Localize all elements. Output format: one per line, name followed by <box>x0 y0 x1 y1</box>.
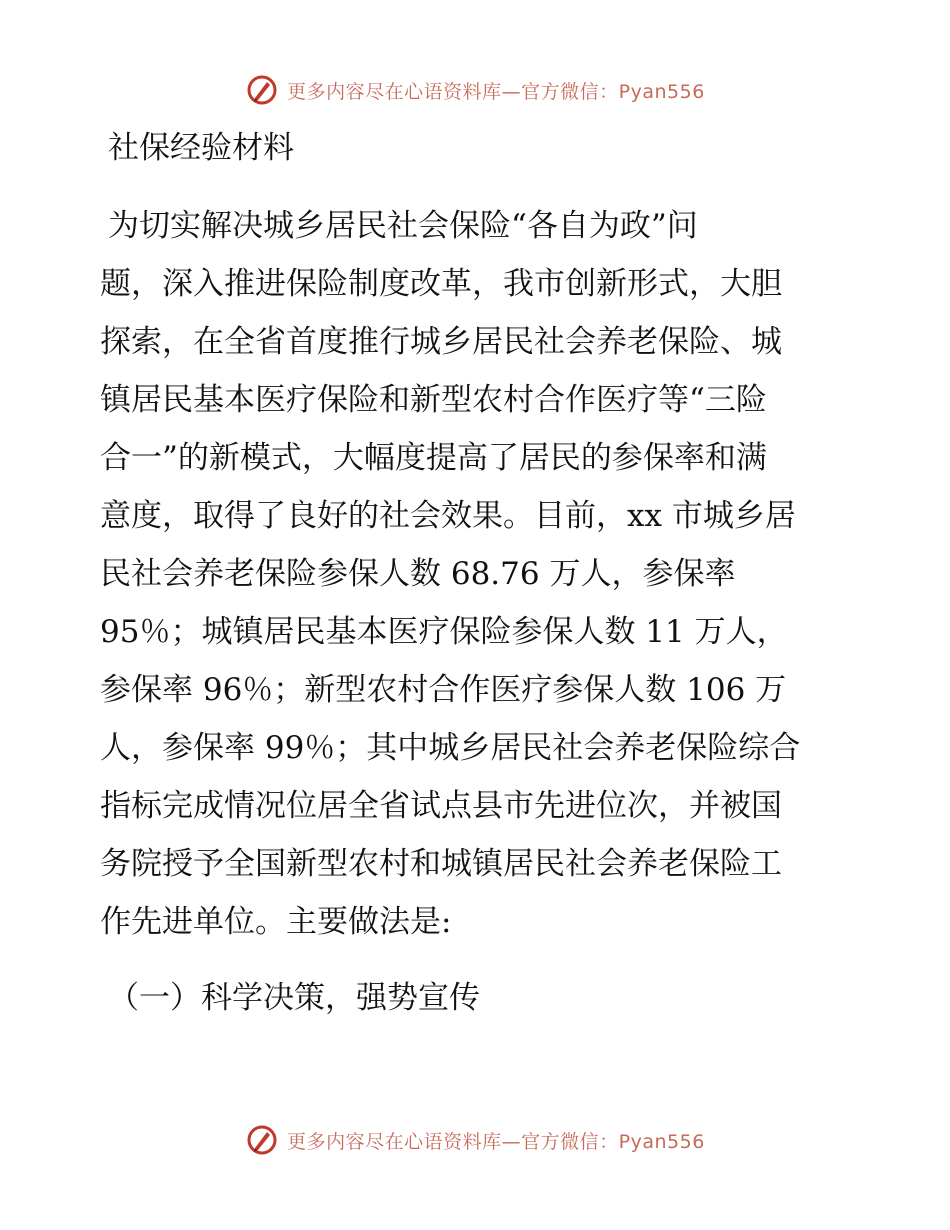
paragraph-line: 合一”的新模式，大幅度提高了居民的参保率和满 <box>100 440 767 476</box>
pen-circle-logo-icon <box>245 73 279 107</box>
document-title: 社保经验材料 <box>108 130 294 166</box>
paragraph-line: 作先进单位。主要做法是: <box>100 904 452 940</box>
paragraph-line: 为切实解决城乡居民社会保险“各自为政”问 <box>108 208 698 244</box>
watermark-footer <box>0 1120 950 1160</box>
paragraph-line: 探索，在全省首度推行城乡居民社会养老保险、城 <box>100 324 782 360</box>
paragraph-line: 镇居民基本医疗保险和新型农村合作医疗等“三险 <box>100 382 767 418</box>
paragraph-line: 民社会养老保险参保人数 68.76 万人，参保率 <box>100 556 736 592</box>
paragraph-line: 人，参保率 99％；其中城乡居民社会养老保险综合 <box>100 730 801 766</box>
watermark-text: 更多内容尽在心语资料库—官方微信：Pyan556 <box>287 1130 705 1153</box>
paragraph-line: 意度，取得了良好的社会效果。目前，xx 市城乡居 <box>100 498 796 534</box>
paragraph-line: 参保率 96％；新型农村合作医疗参保人数 106 万 <box>100 672 787 708</box>
paragraph-line: 指标完成情况位居全省试点县市先进位次，并被国 <box>100 788 782 824</box>
paragraph-line: 95％；城镇居民基本医疗保险参保人数 11 万人， <box>100 614 788 650</box>
pen-circle-logo-icon <box>245 1123 279 1157</box>
watermark-header <box>0 70 950 110</box>
paragraph-line: 题，深入推进保险制度改革，我市创新形式，大胆 <box>100 266 782 302</box>
paragraph-line: 务院授予全国新型农村和城镇居民社会养老保险工 <box>100 846 782 882</box>
section-heading: （一）科学决策，强势宣传 <box>108 980 480 1016</box>
watermark-text: 更多内容尽在心语资料库—官方微信：Pyan556 <box>287 80 705 103</box>
body-paragraph <box>100 197 860 951</box>
